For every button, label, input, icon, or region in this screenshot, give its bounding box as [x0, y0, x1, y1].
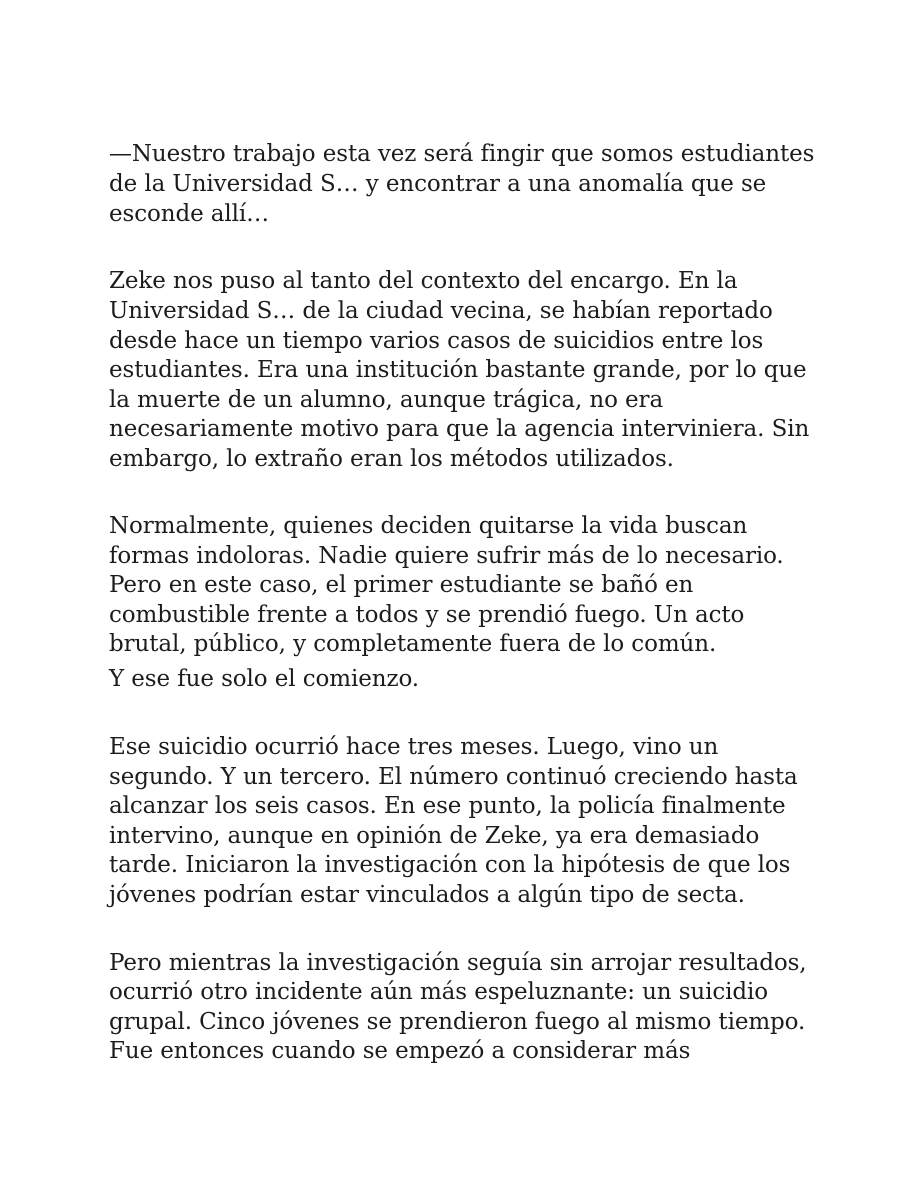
- text-line: tarde. Iniciaron la investigación con la hipótesis de que los: [109, 852, 791, 878]
- text-line: combustible frente a todos y se prendió fuego. Un acto: [109, 602, 745, 628]
- text-line: Ese suicidio ocurrió hace tres meses. Luego, vino un: [109, 734, 719, 760]
- text-line: segundo. Y un tercero. El número continuó creciendo hasta: [109, 764, 798, 790]
- text-line: —Nuestro trabajo esta vez será fingir que somos estudiantes: [109, 141, 815, 167]
- text-line: Zeke nos puso al tanto del contexto del encargo. En la: [109, 268, 738, 294]
- text-line: Pero en este caso, el primer estudiante se bañó en: [109, 572, 694, 598]
- text-line: la muerte de un alumno, aunque trágica, no era: [109, 387, 664, 413]
- text-line: formas indoloras. Nadie quiere sufrir más de lo necesario.: [109, 543, 784, 569]
- text-line: jóvenes podrían estar vinculados a algún tipo de secta.: [109, 882, 745, 908]
- text-line: Fue entonces cuando se empezó a considerar más: [109, 1038, 691, 1064]
- text-line: desde hace un tiempo varios casos de suicidios entre los: [109, 328, 764, 354]
- text-line: ocurrió otro incidente aún más espeluznante: un suicidio: [109, 979, 769, 1005]
- text-line: intervino, aunque en opinión de Zeke, ya era demasiado: [109, 823, 760, 849]
- text-line: embargo, lo extraño eran los métodos utilizados.: [109, 446, 674, 472]
- text-line: Pero mientras la investigación seguía sin arrojar resultados,: [109, 950, 807, 976]
- text-line: de la Universidad S… y encontrar a una anomalía que se: [109, 171, 767, 197]
- text-line: grupal. Cinco jóvenes se prendieron fuego al mismo tiempo.: [109, 1009, 806, 1035]
- text-line: alcanzar los seis casos. En ese punto, la policía finalmente: [109, 793, 786, 819]
- text-line: necesariamente motivo para que la agencia interviniera. Sin: [109, 416, 810, 442]
- text-line: Universidad S… de la ciudad vecina, se habían reportado: [109, 298, 773, 324]
- text-line: Normalmente, quienes deciden quitarse la vida buscan: [109, 513, 748, 539]
- text-line: estudiantes. Era una institución bastante grande, por lo que: [109, 357, 807, 383]
- text-line: brutal, público, y completamente fuera de lo común.: [109, 631, 717, 657]
- text-line: Y ese fue solo el comienzo.: [109, 666, 420, 692]
- text-line: esconde allí…: [109, 201, 270, 227]
